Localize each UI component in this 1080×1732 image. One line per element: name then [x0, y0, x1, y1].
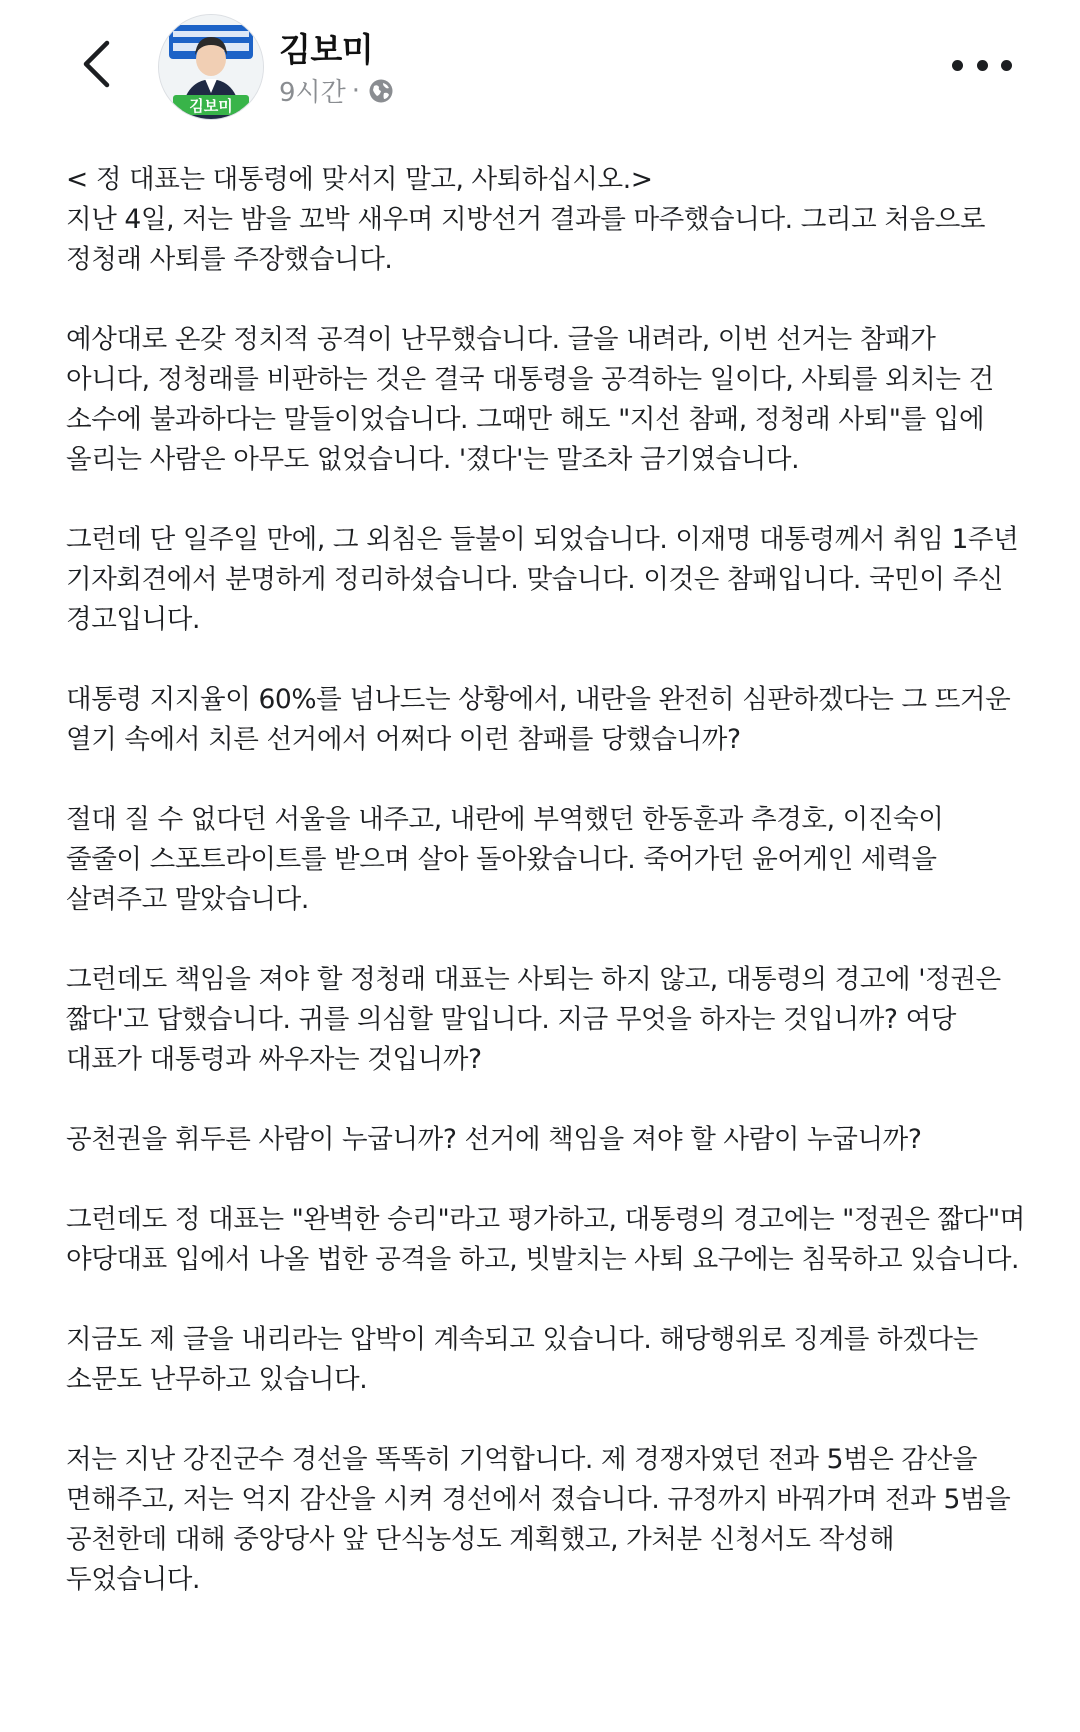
post-paragraph: 그런데도 책임을 져야 할 정청래 대표는 사퇴는 하지 않고, 대통령의 경고에 '정권은 짧다'고 답했습니다. 귀를 의심할 말입니다. 지금 무엇을 하자는 것입니까? 여당 대표가 대통령과 싸우자는 것입니까? — [66, 964, 1001, 1075]
post-paragraph: 절대 질 수 없다던 서울을 내주고, 내란에 부역했던 한동훈과 추경호, 이진숙이 줄줄이 스포트라이트를 받으며 살아 돌아왔습니다. 죽어가던 윤어게인 세력을 살려주고 말았습니다. — [66, 804, 944, 915]
post-body — [66, 160, 1026, 1640]
post-paragraph: 지금도 제 글을 내리라는 압박이 계속되고 있습니다. 해당행위로 징계를 하겠다는 소문도 난무하고 있습니다. — [66, 1324, 978, 1395]
post-paragraph: 그런데도 정 대표는 "완벽한 승리"라고 평가하고, 대통령의 경고에는 "정권은 짧다"며 야당대표 입에서 나올 법한 공격을 하고, 빗발치는 사퇴 요구에는 침묵하고 있습니다. — [66, 1204, 1025, 1275]
post-paragraph: 예상대로 온갖 정치적 공격이 난무했습니다. 글을 내려라, 이번 선거는 참패가 아니다, 정청래를 비판하는 것은 결국 대통령을 공격하는 일이다, 사퇴를 외치는 건 소수에 불과하다는 말들이었습니다. 그때만 해도 "지선 참패, 정청래 사퇴"를 입에 올리는 사람은 아무도 없었습니다. '졌다'는 말조차 금기였습니다. — [66, 324, 994, 475]
author-name[interactable]: 김보미 — [279, 30, 374, 69]
globe-icon[interactable] — [368, 78, 394, 104]
chevron-left-icon — [81, 40, 111, 88]
more-horizontal-icon-dot — [1001, 60, 1012, 71]
profile-photo — [159, 15, 263, 119]
more-options-button[interactable] — [952, 50, 1012, 80]
post-paragraph: 지난 4일, 저는 밤을 꼬박 새우며 지방선거 결과를 마주했습니다. 그리고 처음으로 정청래 사퇴를 주장했습니다. — [66, 204, 986, 275]
post-meta — [279, 72, 394, 109]
post-time[interactable]: 9시간 — [279, 78, 346, 108]
back-button[interactable] — [70, 38, 122, 90]
more-horizontal-icon-dot — [952, 60, 963, 71]
post-paragraph: 그런데 단 일주일 만에, 그 외침은 들불이 되었습니다. 이재명 대통령께서 취임 1주년 기자회견에서 분명하게 정리하셨습니다. 맞습니다. 이것은 참패입니다. 국민이 주신 경고입니다. — [66, 524, 1019, 635]
post-paragraph: 저는 지난 강진군수 경선을 똑똑히 기억합니다. 제 경쟁자였던 전과 5범은 감산을 면해주고, 저는 억지 감산을 시켜 경선에서 졌습니다. 규정까지 바꿔가며 전과 5범을 공천한데 대해 중앙당사 앞 단식농성도 계획했고, 가처분 신청서도 작성해 두었습니다. — [66, 1444, 1011, 1595]
meta-separator: · — [351, 75, 361, 106]
post-paragraph: 대통령 지지율이 60%를 넘나드는 상황에서, 내란을 완전히 심판하겠다는 그 뜨거운 열기 속에서 치른 선거에서 어쩌다 이런 참패를 당했습니까? — [66, 684, 1011, 755]
avatar[interactable] — [158, 14, 264, 120]
more-horizontal-icon-dot — [977, 60, 988, 71]
post-header — [0, 0, 1080, 140]
avatar-text: 김보미 — [189, 97, 233, 115]
post-title-line: < 정 대표는 대통령에 맞서지 말고, 사퇴하십시오.> — [66, 164, 653, 195]
post-paragraph: 공천권을 휘두른 사람이 누굽니까? 선거에 책임을 져야 할 사람이 누굽니까? — [66, 1124, 922, 1155]
